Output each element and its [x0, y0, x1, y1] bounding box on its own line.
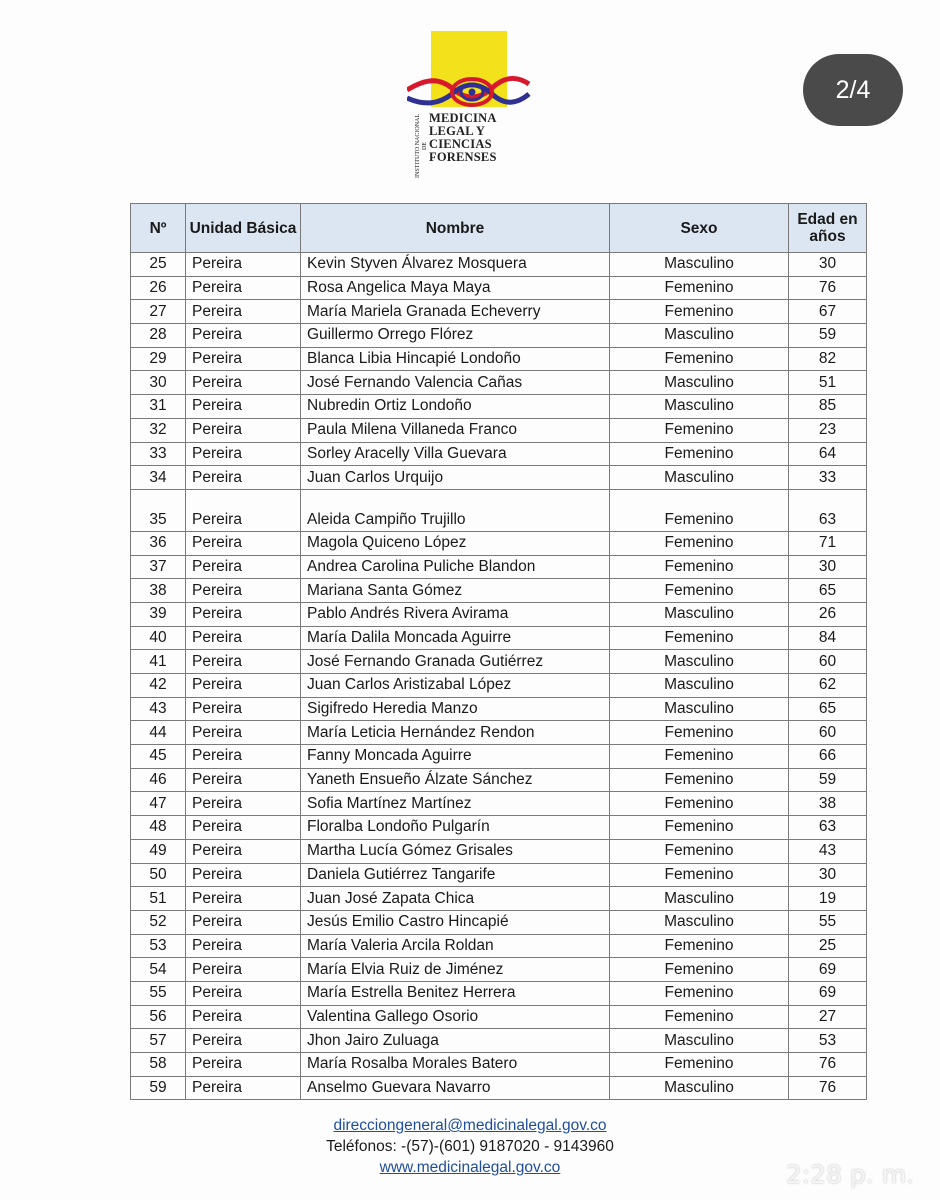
row-unit: Pereira — [186, 887, 301, 911]
row-unit: Pereira — [186, 579, 301, 603]
row-age: 33 — [789, 466, 867, 490]
row-sex: Masculino — [610, 650, 789, 674]
table-row — [131, 602, 867, 626]
row-number: 43 — [131, 697, 186, 721]
row-name: Juan Carlos Aristizabal López — [301, 674, 610, 698]
row-sex: Femenino — [610, 792, 789, 816]
table-row — [131, 579, 867, 603]
row-age: 65 — [789, 579, 867, 603]
row-name: Jesús Emilio Castro Hincapié — [301, 910, 610, 934]
row-name: José Fernando Valencia Cañas — [301, 371, 610, 395]
row-name: María Elvia Ruiz de Jiménez — [301, 958, 610, 982]
row-unit: Pereira — [186, 1076, 301, 1100]
table-row — [131, 371, 867, 395]
row-age: 55 — [789, 910, 867, 934]
row-unit: Pereira — [186, 816, 301, 840]
row-age: 71 — [789, 531, 867, 555]
row-name: Anselmo Guevara Navarro — [301, 1076, 610, 1100]
row-number: 36 — [131, 531, 186, 555]
row-sex: Femenino — [610, 958, 789, 982]
row-name: Sigifredo Heredia Manzo — [301, 697, 610, 721]
row-name: Kevin Styven Álvarez Mosquera — [301, 253, 610, 277]
victims-table — [130, 203, 867, 1100]
table-row — [131, 324, 867, 348]
header-sex: Sexo — [610, 204, 789, 253]
header-age: Edad en años — [789, 204, 867, 253]
row-number: 40 — [131, 626, 186, 650]
row-number: 42 — [131, 674, 186, 698]
row-age: 60 — [789, 650, 867, 674]
row-sex: Femenino — [610, 555, 789, 579]
row-number: 53 — [131, 934, 186, 958]
row-number: 55 — [131, 981, 186, 1005]
row-age: 30 — [789, 555, 867, 579]
row-name: Juan Carlos Urquijo — [301, 466, 610, 490]
row-sex: Femenino — [610, 531, 789, 555]
row-unit: Pereira — [186, 981, 301, 1005]
row-unit: Pereira — [186, 1029, 301, 1053]
row-name: María Valeria Arcila Roldan — [301, 934, 610, 958]
row-age: 27 — [789, 1005, 867, 1029]
row-sex: Femenino — [610, 300, 789, 324]
row-number: 57 — [131, 1029, 186, 1053]
row-number: 51 — [131, 887, 186, 911]
row-sex: Masculino — [610, 1076, 789, 1100]
row-sex: Masculino — [610, 395, 789, 419]
row-age: 66 — [789, 745, 867, 769]
row-sex: Femenino — [610, 863, 789, 887]
row-sex: Femenino — [610, 418, 789, 442]
row-unit: Pereira — [186, 626, 301, 650]
row-number: 58 — [131, 1053, 186, 1077]
row-unit: Pereira — [186, 442, 301, 466]
row-name: María Dalila Moncada Aguirre — [301, 626, 610, 650]
row-unit: Pereira — [186, 697, 301, 721]
status-time: 2:28 p. m. — [785, 1160, 914, 1189]
table-row — [131, 1029, 867, 1053]
row-unit: Pereira — [186, 347, 301, 371]
row-age: 64 — [789, 442, 867, 466]
row-name: Juan José Zapata Chica — [301, 887, 610, 911]
row-age: 30 — [789, 863, 867, 887]
row-name: Valentina Gallego Osorio — [301, 1005, 610, 1029]
row-number: 59 — [131, 1076, 186, 1100]
row-age: 67 — [789, 300, 867, 324]
table-row — [131, 395, 867, 419]
row-unit: Pereira — [186, 489, 301, 531]
row-name: Rosa Angelica Maya Maya — [301, 276, 610, 300]
row-name: Sofia Martínez Martínez — [301, 792, 610, 816]
table-row — [131, 839, 867, 863]
row-number: 46 — [131, 768, 186, 792]
row-sex: Femenino — [610, 347, 789, 371]
row-name: Martha Lucía Gómez Grisales — [301, 839, 610, 863]
header-unit: Unidad Básica — [186, 204, 301, 253]
row-sex: Femenino — [610, 839, 789, 863]
row-age: 38 — [789, 792, 867, 816]
table-row — [131, 253, 867, 277]
row-number: 47 — [131, 792, 186, 816]
row-unit: Pereira — [186, 371, 301, 395]
table-header-row — [131, 204, 867, 253]
row-age: 63 — [789, 489, 867, 531]
table-row — [131, 347, 867, 371]
header-num: Nº — [131, 204, 186, 253]
row-unit: Pereira — [186, 745, 301, 769]
row-number: 25 — [131, 253, 186, 277]
row-sex: Femenino — [610, 579, 789, 603]
row-name: María Estrella Benitez Herrera — [301, 981, 610, 1005]
row-age: 69 — [789, 981, 867, 1005]
row-sex: Femenino — [610, 721, 789, 745]
row-number: 37 — [131, 555, 186, 579]
table-row — [131, 792, 867, 816]
row-name: Pablo Andrés Rivera Avirama — [301, 602, 610, 626]
row-unit: Pereira — [186, 466, 301, 490]
row-sex: Femenino — [610, 442, 789, 466]
row-sex: Femenino — [610, 276, 789, 300]
logo-line: CIENCIAS — [429, 137, 492, 151]
row-number: 38 — [131, 579, 186, 603]
row-number: 39 — [131, 602, 186, 626]
row-sex: Femenino — [610, 816, 789, 840]
row-name: Jhon Jairo Zuluaga — [301, 1029, 610, 1053]
table-row — [131, 745, 867, 769]
row-name: Sorley Aracelly Villa Guevara — [301, 442, 610, 466]
row-name: Guillermo Orrego Flórez — [301, 324, 610, 348]
row-sex: Masculino — [610, 602, 789, 626]
row-number: 48 — [131, 816, 186, 840]
row-age: 30 — [789, 253, 867, 277]
logo-line: LEGAL Y — [429, 124, 486, 138]
row-unit: Pereira — [186, 276, 301, 300]
row-sex: Masculino — [610, 324, 789, 348]
footer-website-link[interactable]: www.medicinalegal.gov.co — [379, 1159, 561, 1176]
row-number: 33 — [131, 442, 186, 466]
table-row — [131, 1053, 867, 1077]
row-number: 54 — [131, 958, 186, 982]
table-row — [131, 531, 867, 555]
row-unit: Pereira — [186, 792, 301, 816]
institute-logo — [407, 28, 537, 178]
row-age: 69 — [789, 958, 867, 982]
row-age: 63 — [789, 816, 867, 840]
row-sex: Femenino — [610, 1053, 789, 1077]
row-name: Magola Quiceno López — [301, 531, 610, 555]
row-age: 59 — [789, 324, 867, 348]
row-name: María Mariela Granada Echeverry — [301, 300, 610, 324]
logo-wordmark — [429, 112, 539, 164]
row-number: 30 — [131, 371, 186, 395]
row-number: 49 — [131, 839, 186, 863]
row-name: Fanny Moncada Aguirre — [301, 745, 610, 769]
row-sex: Masculino — [610, 253, 789, 277]
table-row — [131, 1076, 867, 1100]
row-sex: Masculino — [610, 674, 789, 698]
table-row — [131, 555, 867, 579]
row-age: 59 — [789, 768, 867, 792]
row-number: 35 — [131, 489, 186, 531]
table-body — [131, 253, 867, 1100]
row-sex: Masculino — [610, 1029, 789, 1053]
row-unit: Pereira — [186, 300, 301, 324]
table-row — [131, 650, 867, 674]
row-name: Paula Milena Villaneda Franco — [301, 418, 610, 442]
row-age: 65 — [789, 697, 867, 721]
row-number: 52 — [131, 910, 186, 934]
logo-line: MEDICINA — [429, 111, 497, 125]
row-age: 26 — [789, 602, 867, 626]
table-row — [131, 958, 867, 982]
table-row — [131, 418, 867, 442]
table-row — [131, 721, 867, 745]
row-age: 23 — [789, 418, 867, 442]
footer-email-link[interactable]: direcciongeneral@medicinalegal.gov.co — [333, 1117, 607, 1134]
row-number: 32 — [131, 418, 186, 442]
row-name: Blanca Libia Hincapié Londoño — [301, 347, 610, 371]
row-sex: Femenino — [610, 626, 789, 650]
row-number: 31 — [131, 395, 186, 419]
table-row — [131, 442, 867, 466]
table-row — [131, 910, 867, 934]
row-number: 45 — [131, 745, 186, 769]
row-number: 41 — [131, 650, 186, 674]
row-number: 56 — [131, 1005, 186, 1029]
row-number: 34 — [131, 466, 186, 490]
table-row — [131, 626, 867, 650]
row-sex: Femenino — [610, 981, 789, 1005]
table-row — [131, 674, 867, 698]
row-unit: Pereira — [186, 1053, 301, 1077]
row-number: 26 — [131, 276, 186, 300]
row-unit: Pereira — [186, 674, 301, 698]
row-age: 43 — [789, 839, 867, 863]
row-unit: Pereira — [186, 1005, 301, 1029]
row-name: José Fernando Granada Gutiérrez — [301, 650, 610, 674]
row-age: 76 — [789, 276, 867, 300]
row-age: 51 — [789, 371, 867, 395]
row-number: 29 — [131, 347, 186, 371]
row-unit: Pereira — [186, 324, 301, 348]
logo-side-text: INSTITUTO NACIONAL DE — [415, 113, 428, 179]
table-row — [131, 1005, 867, 1029]
row-number: 28 — [131, 324, 186, 348]
row-unit: Pereira — [186, 418, 301, 442]
row-unit: Pereira — [186, 910, 301, 934]
table-row — [131, 276, 867, 300]
row-sex: Masculino — [610, 466, 789, 490]
row-age: 84 — [789, 626, 867, 650]
row-sex: Femenino — [610, 768, 789, 792]
row-unit: Pereira — [186, 863, 301, 887]
row-unit: Pereira — [186, 531, 301, 555]
row-unit: Pereira — [186, 958, 301, 982]
row-sex: Femenino — [610, 1005, 789, 1029]
row-unit: Pereira — [186, 253, 301, 277]
table-row — [131, 934, 867, 958]
row-age: 62 — [789, 674, 867, 698]
row-unit: Pereira — [186, 934, 301, 958]
table-row — [131, 300, 867, 324]
row-sex: Masculino — [610, 697, 789, 721]
row-name: Aleida Campiño Trujillo — [301, 489, 610, 531]
row-unit: Pereira — [186, 839, 301, 863]
row-name: Daniela Gutiérrez Tangarife — [301, 863, 610, 887]
table-row — [131, 697, 867, 721]
row-name: María Rosalba Morales Batero — [301, 1053, 610, 1077]
row-number: 50 — [131, 863, 186, 887]
row-age: 53 — [789, 1029, 867, 1053]
row-sex: Femenino — [610, 745, 789, 769]
table-row — [131, 887, 867, 911]
row-sex: Masculino — [610, 910, 789, 934]
footer-phone: Teléfonos: -(57)-(601) 9187020 - 9143960 — [326, 1138, 614, 1155]
row-number: 44 — [131, 721, 186, 745]
row-age: 76 — [789, 1053, 867, 1077]
table-row — [131, 981, 867, 1005]
row-unit: Pereira — [186, 395, 301, 419]
row-age: 19 — [789, 887, 867, 911]
row-name: Mariana Santa Gómez — [301, 579, 610, 603]
row-unit: Pereira — [186, 602, 301, 626]
row-age: 60 — [789, 721, 867, 745]
row-unit: Pereira — [186, 768, 301, 792]
row-age: 82 — [789, 347, 867, 371]
row-sex: Masculino — [610, 887, 789, 911]
row-name: Floralba Londoño Pulgarín — [301, 816, 610, 840]
table-row — [131, 816, 867, 840]
page-indicator: 2/4 — [803, 54, 903, 126]
row-sex: Femenino — [610, 934, 789, 958]
row-age: 85 — [789, 395, 867, 419]
row-name: María Leticia Hernández Rendon — [301, 721, 610, 745]
row-unit: Pereira — [186, 721, 301, 745]
row-name: Yaneth Ensueño Álzate Sánchez — [301, 768, 610, 792]
row-age: 25 — [789, 934, 867, 958]
row-sex: Masculino — [610, 371, 789, 395]
row-sex: Femenino — [610, 489, 789, 531]
table-row — [131, 489, 867, 531]
row-number: 27 — [131, 300, 186, 324]
table-row — [131, 466, 867, 490]
logo-line: FORENSES — [429, 150, 497, 164]
row-unit: Pereira — [186, 650, 301, 674]
table-row — [131, 768, 867, 792]
table-row — [131, 863, 867, 887]
row-name: Nubredin Ortiz Londoño — [301, 395, 610, 419]
row-name: Andrea Carolina Puliche Blandon — [301, 555, 610, 579]
row-age: 76 — [789, 1076, 867, 1100]
row-unit: Pereira — [186, 555, 301, 579]
header-name: Nombre — [301, 204, 610, 253]
